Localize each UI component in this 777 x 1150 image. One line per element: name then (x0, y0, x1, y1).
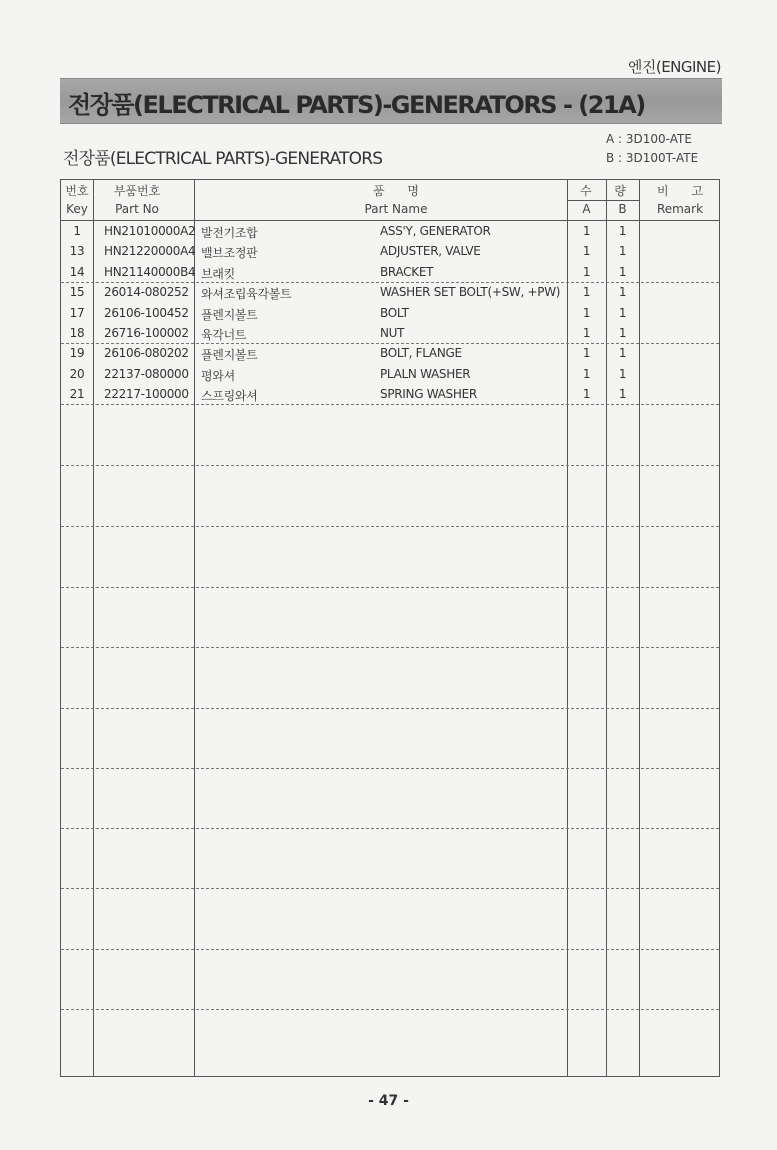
row-name-en: SPRING WASHER (380, 387, 477, 402)
group-separator (61, 465, 719, 466)
row-qty-a: 1 (582, 387, 591, 402)
col-divider (194, 180, 195, 1076)
section-label: 엔진(ENGINE) (627, 58, 721, 76)
row-qty-a: 1 (582, 224, 591, 238)
header-remark-en: Remark (656, 202, 704, 216)
row-qty-b: 1 (618, 264, 627, 279)
row-qty-a: 1 (582, 244, 591, 259)
row-name-kr: 플렌지볼트 (201, 307, 258, 322)
row-name-en: NUT (380, 326, 405, 340)
row-name-kr: 브래킷 (201, 266, 235, 281)
row-key: 18 (69, 326, 85, 340)
group-separator (61, 949, 719, 950)
header-qty-kr: 수 량 (579, 184, 627, 198)
group-separator (61, 282, 719, 283)
row-qty-a: 1 (582, 285, 591, 300)
row-part-no: HN21010000A2 (104, 224, 196, 238)
header-key-en: Key (66, 202, 88, 216)
row-name-kr: 발전기조합 (201, 226, 258, 240)
row-name-en: ADJUSTER, VALVE (380, 244, 481, 259)
header-partno-kr: 부품번호 (113, 184, 161, 198)
row-name-kr: 평와셔 (201, 368, 235, 383)
banner-title: 전장품(ELECTRICAL PARTS)-GENERATORS - (21A) (68, 91, 645, 119)
header-qty-b: B (618, 202, 627, 216)
row-key: 19 (69, 346, 85, 361)
group-separator (61, 1009, 719, 1010)
header-name-kr: 품 명 (372, 184, 420, 198)
group-separator (61, 888, 719, 889)
row-qty-a: 1 (582, 326, 591, 340)
title-banner (60, 78, 722, 124)
row-qty-a: 1 (582, 366, 591, 381)
row-part-no: HN21140000B4 (104, 264, 196, 279)
row-part-no: 26716-100002 (104, 326, 189, 340)
header-partno-en: Part No (115, 202, 159, 216)
row-name-kr: 육각너트 (201, 328, 247, 342)
row-key: 17 (69, 305, 85, 320)
page-number: - 47 - (368, 1093, 409, 1109)
row-qty-b: 1 (618, 366, 627, 381)
row-key: 15 (69, 285, 85, 300)
header-name-en: Part Name (364, 202, 428, 216)
row-qty-b: 1 (618, 346, 627, 361)
header-qty-a: A (582, 202, 591, 216)
group-separator (61, 708, 719, 709)
row-key: 20 (69, 366, 85, 381)
group-separator (61, 526, 719, 527)
parts-table (60, 179, 720, 1077)
model-b: B : 3D100T-ATE (606, 151, 699, 165)
row-name-kr: 밸브조정판 (201, 246, 258, 261)
row-qty-b: 1 (618, 326, 627, 340)
row-part-no: 26106-100452 (104, 305, 189, 320)
row-qty-a: 1 (582, 346, 591, 361)
row-key: 1 (73, 224, 81, 238)
page-subtitle: 전장품(ELECTRICAL PARTS)-GENERATORS (63, 149, 383, 169)
row-name-kr: 스프링와셔 (201, 389, 258, 404)
group-separator (61, 768, 719, 769)
row-qty-a: 1 (582, 305, 591, 320)
row-name-kr: 플렌지볼트 (201, 348, 258, 363)
group-separator (61, 828, 719, 829)
col-divider (93, 180, 94, 1076)
row-qty-b: 1 (618, 387, 627, 402)
row-name-en: BOLT (380, 305, 409, 320)
row-key: 21 (69, 387, 85, 402)
model-legend (606, 130, 698, 168)
row-part-no: 22137-080000 (104, 366, 189, 381)
row-qty-b: 1 (618, 244, 627, 259)
row-name-en: WASHER SET BOLT(+SW, +PW) (380, 285, 561, 300)
group-separator (61, 404, 719, 405)
row-name-en: ASS'Y, GENERATOR (380, 224, 491, 238)
qty-header-divider (567, 200, 639, 201)
model-a: A : 3D100-ATE (606, 132, 692, 146)
row-name-en: BOLT, FLANGE (380, 346, 462, 361)
row-qty-b: 1 (618, 224, 627, 238)
group-separator (61, 587, 719, 588)
group-separator (61, 647, 719, 648)
col-divider (639, 180, 640, 1076)
row-name-en: PLALN WASHER (380, 366, 471, 381)
row-part-no: 26106-080202 (104, 346, 189, 361)
row-qty-b: 1 (618, 285, 627, 300)
header-key-kr: 번호 (65, 184, 89, 198)
group-separator (61, 343, 719, 344)
row-name-kr: 와셔조립육각볼트 (201, 287, 292, 302)
row-key: 13 (69, 244, 85, 259)
header-remark-kr: 비 고 (656, 184, 704, 198)
row-part-no: 22217-100000 (104, 387, 189, 402)
row-key: 14 (69, 264, 85, 279)
row-qty-b: 1 (618, 305, 627, 320)
row-part-no: HN21220000A4 (104, 244, 196, 259)
header-bottom-line (61, 220, 719, 221)
row-qty-a: 1 (582, 264, 591, 279)
row-name-en: BRACKET (380, 264, 434, 279)
row-part-no: 26014-080252 (104, 285, 189, 300)
